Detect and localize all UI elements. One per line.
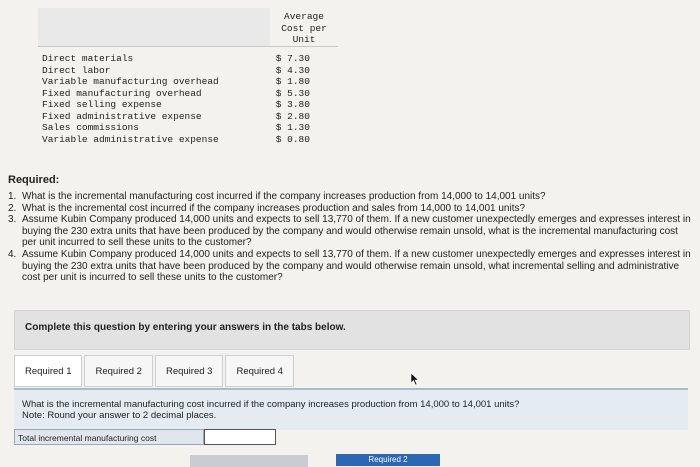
cost-value: $ 2.80 [275, 110, 310, 122]
cost-value: $ 1.80 [275, 76, 310, 87]
tab-required-4[interactable]: Required 4 [225, 355, 293, 387]
table-row [38, 122, 338, 134]
question-text: What is the incremental manufacturing cost incurred if the company increases production from 14,000 to 14,001 units? [22, 191, 546, 202]
average-cost-column-header: Average Cost per Unit [281, 11, 327, 45]
tab-required-2[interactable]: Required 2 [84, 355, 152, 387]
cost-table-header [38, 8, 338, 47]
cost-label: Fixed selling expense [42, 99, 162, 110]
table-row [38, 134, 338, 146]
instruction-panel [14, 310, 690, 350]
table-row [38, 76, 338, 88]
next-button[interactable]: Required 2 [336, 454, 440, 466]
question-text: What is the incremental cost incurred if the company increases production and sales from 14,000 to 14,001 units? [22, 202, 526, 214]
tab-required-1[interactable]: Required 1 [14, 355, 82, 387]
cost-value: $ 4.30 [275, 64, 310, 76]
previous-button[interactable] [190, 455, 308, 467]
cost-label: Variable manufacturing overhead [42, 76, 219, 87]
question-number: 3. [8, 214, 17, 226]
answer-question: What is the incremental manufacturing cost incurred if the company increases production from 14,000 to 14,001 units? [22, 399, 520, 410]
question-number: 2. [8, 202, 17, 214]
required-heading: Required: [8, 174, 60, 186]
cost-label: Variable administrative expense [42, 133, 219, 145]
cost-table-body [38, 47, 338, 145]
question-list [8, 191, 692, 284]
table-row [38, 99, 338, 111]
list-item [8, 203, 692, 215]
cost-value: $ 0.80 [275, 133, 310, 145]
cost-value: $ 5.30 [275, 87, 310, 99]
required-tabs [14, 355, 296, 387]
list-item [8, 214, 692, 249]
rounding-note: Note: Round your answer to 2 decimal places. [22, 410, 217, 421]
list-item [8, 249, 692, 284]
cost-value: $ 3.80 [275, 99, 310, 110]
incremental-cost-input[interactable] [204, 429, 276, 445]
table-row [38, 88, 338, 100]
table-row [38, 53, 338, 65]
input-label: Total incremental manufacturing cost [14, 429, 204, 445]
cost-label: Fixed manufacturing overhead [42, 87, 202, 99]
answer-input-row [14, 429, 276, 445]
cost-table [38, 8, 338, 145]
header-blank-cell [38, 8, 270, 46]
question-text: Assume Kubin Company produced 14,000 units and expects to sell 13,770 of them. If a new customer unexpectedly emerges and expresses interest in buying the 230 extra units that have been produced by the company and would otherwise remain unsold, what incremental selling and administrative cost per unit is incurred to sell these units to the customer? [22, 248, 691, 284]
cost-label: Direct labor [42, 64, 111, 76]
answer-prompt [22, 399, 519, 421]
tab-required-3[interactable]: Required 3 [155, 355, 223, 387]
answer-panel [14, 388, 688, 430]
table-row [38, 65, 338, 77]
cost-value: $ 7.30 [275, 53, 310, 64]
list-item [8, 191, 692, 203]
cost-label: Sales commissions [42, 122, 139, 133]
question-text: Assume Kubin Company produced 14,000 units and expects to sell 13,770 of them. If a new customer unexpectedly emerges and expresses interest in buying the 230 extra units that have been produced by the company and would otherwise remain unsold, what is the incremental manufacturing cost per unit incurred to sell these units to the customer? [22, 214, 691, 249]
cost-label: Fixed administrative expense [42, 110, 202, 122]
question-number: 1. [8, 191, 17, 202]
cost-value: $ 1.30 [275, 122, 310, 133]
instruction-text: Complete this question by entering your answers in the tabs below. [25, 322, 346, 333]
cost-label: Direct materials [42, 53, 134, 64]
table-row [38, 111, 338, 123]
question-number: 4. [8, 248, 17, 260]
